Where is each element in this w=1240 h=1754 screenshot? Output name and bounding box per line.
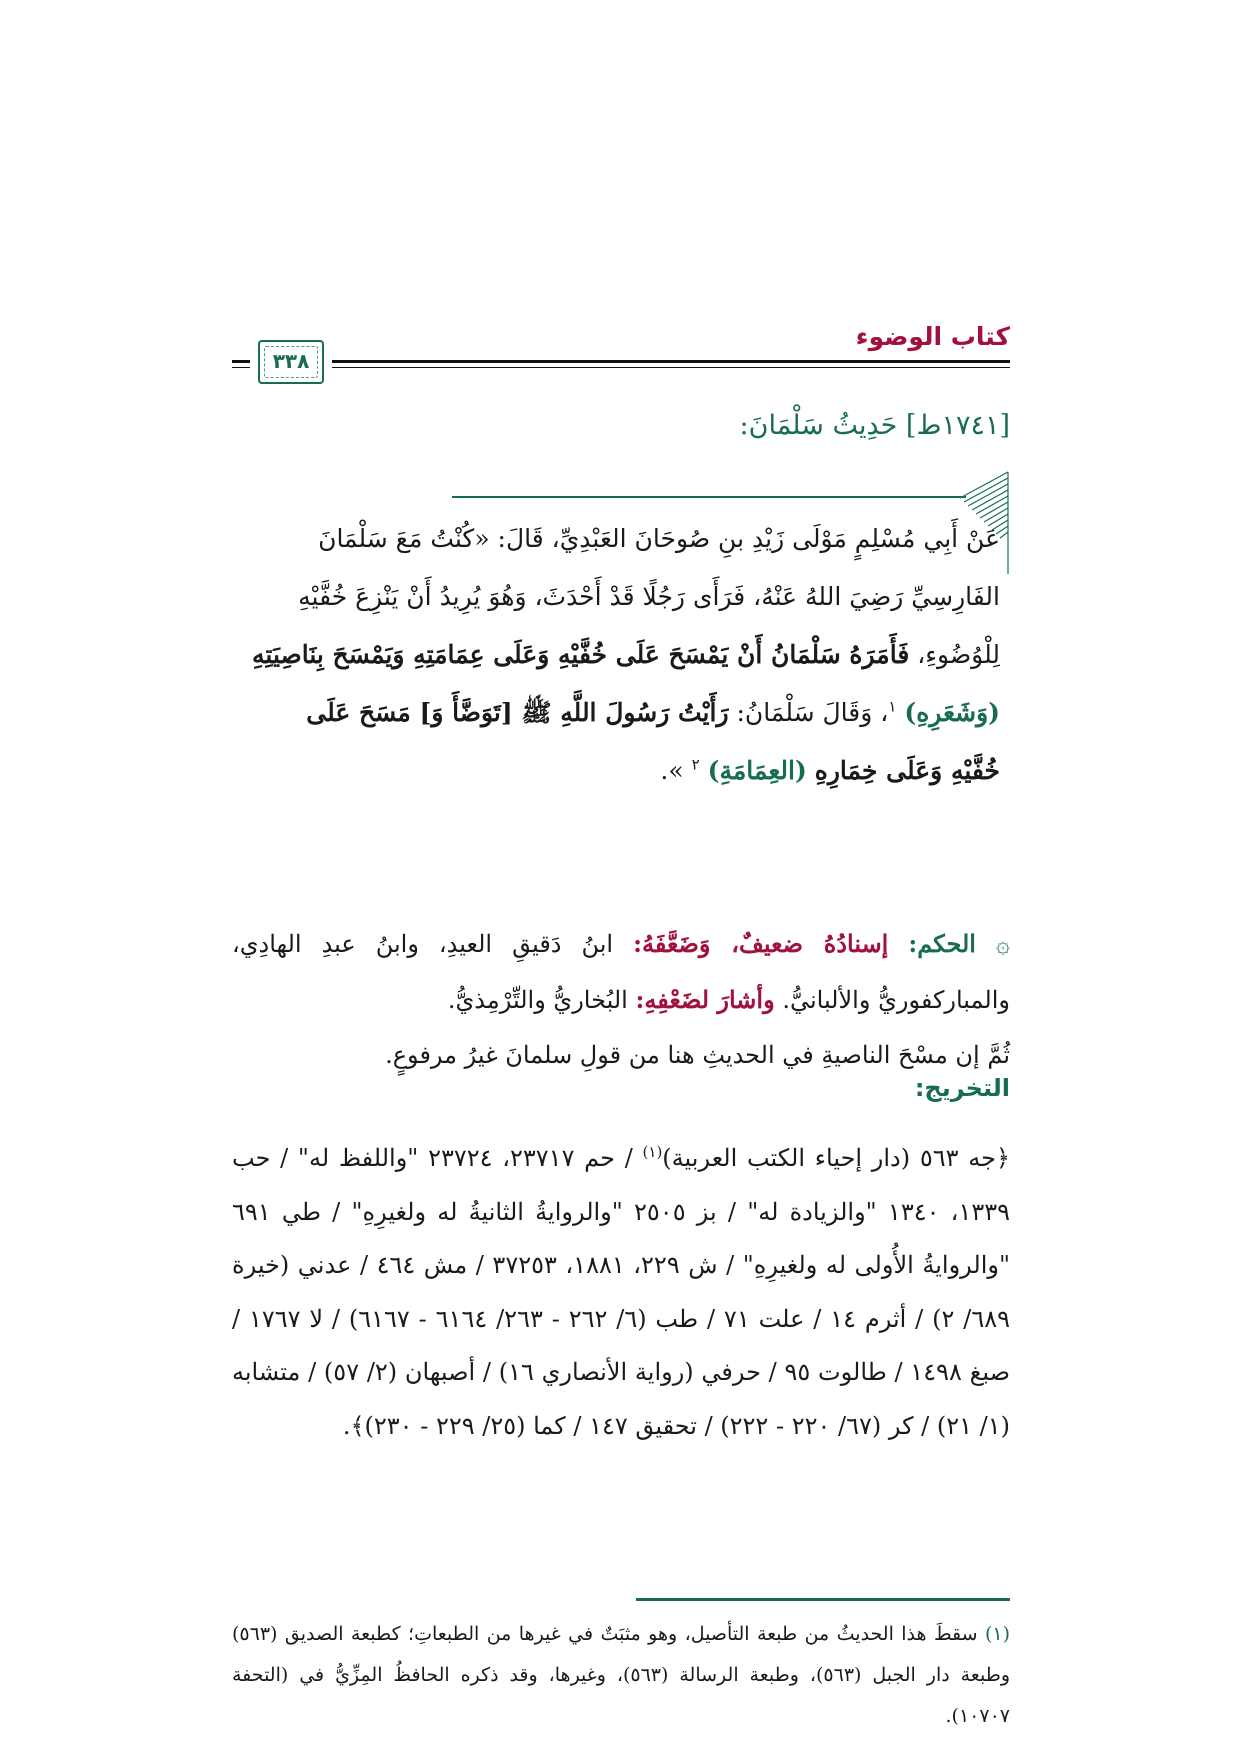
hadith-segment: لِلْوُضُوءِ، [909,640,1000,669]
hadith-emphasis: خُفَّيْهِ وَعَلَى خِمَارِهِ [814,756,1000,785]
page-number: ٣٣٨ [272,349,310,373]
footnote-text: سقطَ هذا الحديثُ من طبعة التأصيل، وهو مثبَتٌ في غيرها من الطبعاتِ؛ كطبعة الصديق (٥٦٣) وطبعة دار الجبل (٥٦٣)، وطبعة الرسالة (٥٦٣)، وغيرها، وقد ذكره الحافظُ المِزِّيُّ في (التحفة ١٠٧٠٧). [232,1623,1011,1727]
ruling-hint-label: وأشارَ لضَعْفِهِ: [635,985,775,1014]
hadith-emphasis: رَأَيْتُ رَسُولَ اللَّهِ ﷺ [تَوَضَّأَ وَ] مَسَحَ عَلَى [306,698,729,727]
hadith-line: عَنْ أَبِي مُسْلِمٍ مَوْلَى زَيْدِ بنِ صُوحَانَ العَبْدِيِّ، قَالَ: «كُنْتُ مَعَ سَلْمَانَ [318,524,1000,553]
takhrij-label: التخريج: [914,1074,1010,1102]
takhrij-paragraph [232,1132,1010,1453]
footnote-marker[interactable]: ٢ [691,755,700,774]
footnote-rule [636,1598,1010,1601]
footnote-marker[interactable]: ١ [888,697,897,716]
ruling-ornament: ۞ [995,930,1010,958]
footnote-number: (١) [984,1623,1010,1645]
takhrij-text: جه ٥٦٣ (دار إحياء الكتب العربية) [662,1144,996,1172]
footnote-marker[interactable]: (١) [642,1143,663,1161]
hadith-heading: [١٧٤١ط] حَدِيثُ سَلْمَانَ: [739,410,1010,441]
frame-rule [452,496,966,498]
close-bracket: ﴾. [342,1411,365,1440]
ruling-hint-scholars: البُخاريُّ والتِّرْمِذيُّ. [447,986,628,1014]
hadith-line: الفَارِسِيِّ رَضِيَ اللهُ عَنْهُ، فَرَأَى رَجُلًا قَدْ أَحْدَثَ، وَهُوَ يُرِيدُ أَنْ يَنْزِعَ خُفَّيْهِ [298,582,1000,611]
variant-wording: (وَشَعَرِهِ) [904,698,1000,727]
hadith-text [232,510,1000,800]
footnote [232,1614,1010,1737]
hadith-line [232,742,1000,800]
hadith-line [232,626,1000,684]
header-rule [232,360,250,363]
header-rule [332,360,1010,363]
takhrij-text: / حم ٢٣٧١٧، ٢٣٧٢٤ "واللفظ له" / حب ١٣٣٩، ١٣٤٠ "والزيادة له" / بز ٢٥٠٥ "والروايةُ الثانيةُ له ولغيرِهِ" / طي ٦٩١ "والروايةُ الأُولى له ولغيرِهِ" / ش ٢٢٩، ١٨٨١، ٣٧٢٥٣ / مش ٤٦٤ / عدني (خيرة ٦٨٩/ ٢) / أثرم ١٤ / علت ٧١ / طب (٦/ ٢٦٢ - ٢٦٣/ ٦١٦٤ - ٦١٦٧) / لا ١٧٦٧ / صبغ ١٤٩٨ / طالوت ٩٥ / حرفي (رواية الأنصاري ١٦) / أصبهان (٢/ ٥٧) / متشابه (١/ ٢١) / كر (٦٧/ ٢٢٠ - ٢٢٢) / تحقيق ١٤٧ / كما (٢٥/ ٢٢٩ - ٢٣٠) [232,1144,1011,1440]
ruling-label: الحكم: [908,929,976,958]
book-title: كتاب الوضوء [855,322,1010,351]
header-rule [232,367,250,368]
hadith-frame [232,470,1010,890]
open-bracket: ﴿ [995,1144,1011,1172]
hadith-line [232,684,1000,742]
note-paragraph: ثُمَّ إن مسْحَ الناصيةِ في الحديثِ هنا من قولِ سلمانَ غيرُ مرفوعٍ. [385,1041,1010,1069]
ruling-status: إسنادُهُ ضعيفٌ، وَضَعَّفَهُ: [633,929,889,958]
page-number-frame [258,340,324,384]
variant-wording: (العِمَامَةِ) [707,756,807,785]
hadith-segment: ». [660,756,684,785]
header-rule [332,367,1010,368]
hadith-segment: ، وَقَالَ سَلْمَانُ: [728,698,889,727]
running-header [232,322,1010,386]
hadith-emphasis: فَأَمَرَهُ سَلْمَانُ أَنْ يَمْسَحَ عَلَى خُفَّيْهِ وَعَلَى عِمَامَتِهِ وَيَمْسَحَ بِنَاصِيَتِهِ [252,640,910,669]
ruling-scholars: ابنُ دَقيقِ العيدِ، وابنُ عبدِ الهادِي، والمباركفوريُّ والألبانيُّ. [232,930,1010,1014]
ruling-paragraph [232,916,1010,1028]
